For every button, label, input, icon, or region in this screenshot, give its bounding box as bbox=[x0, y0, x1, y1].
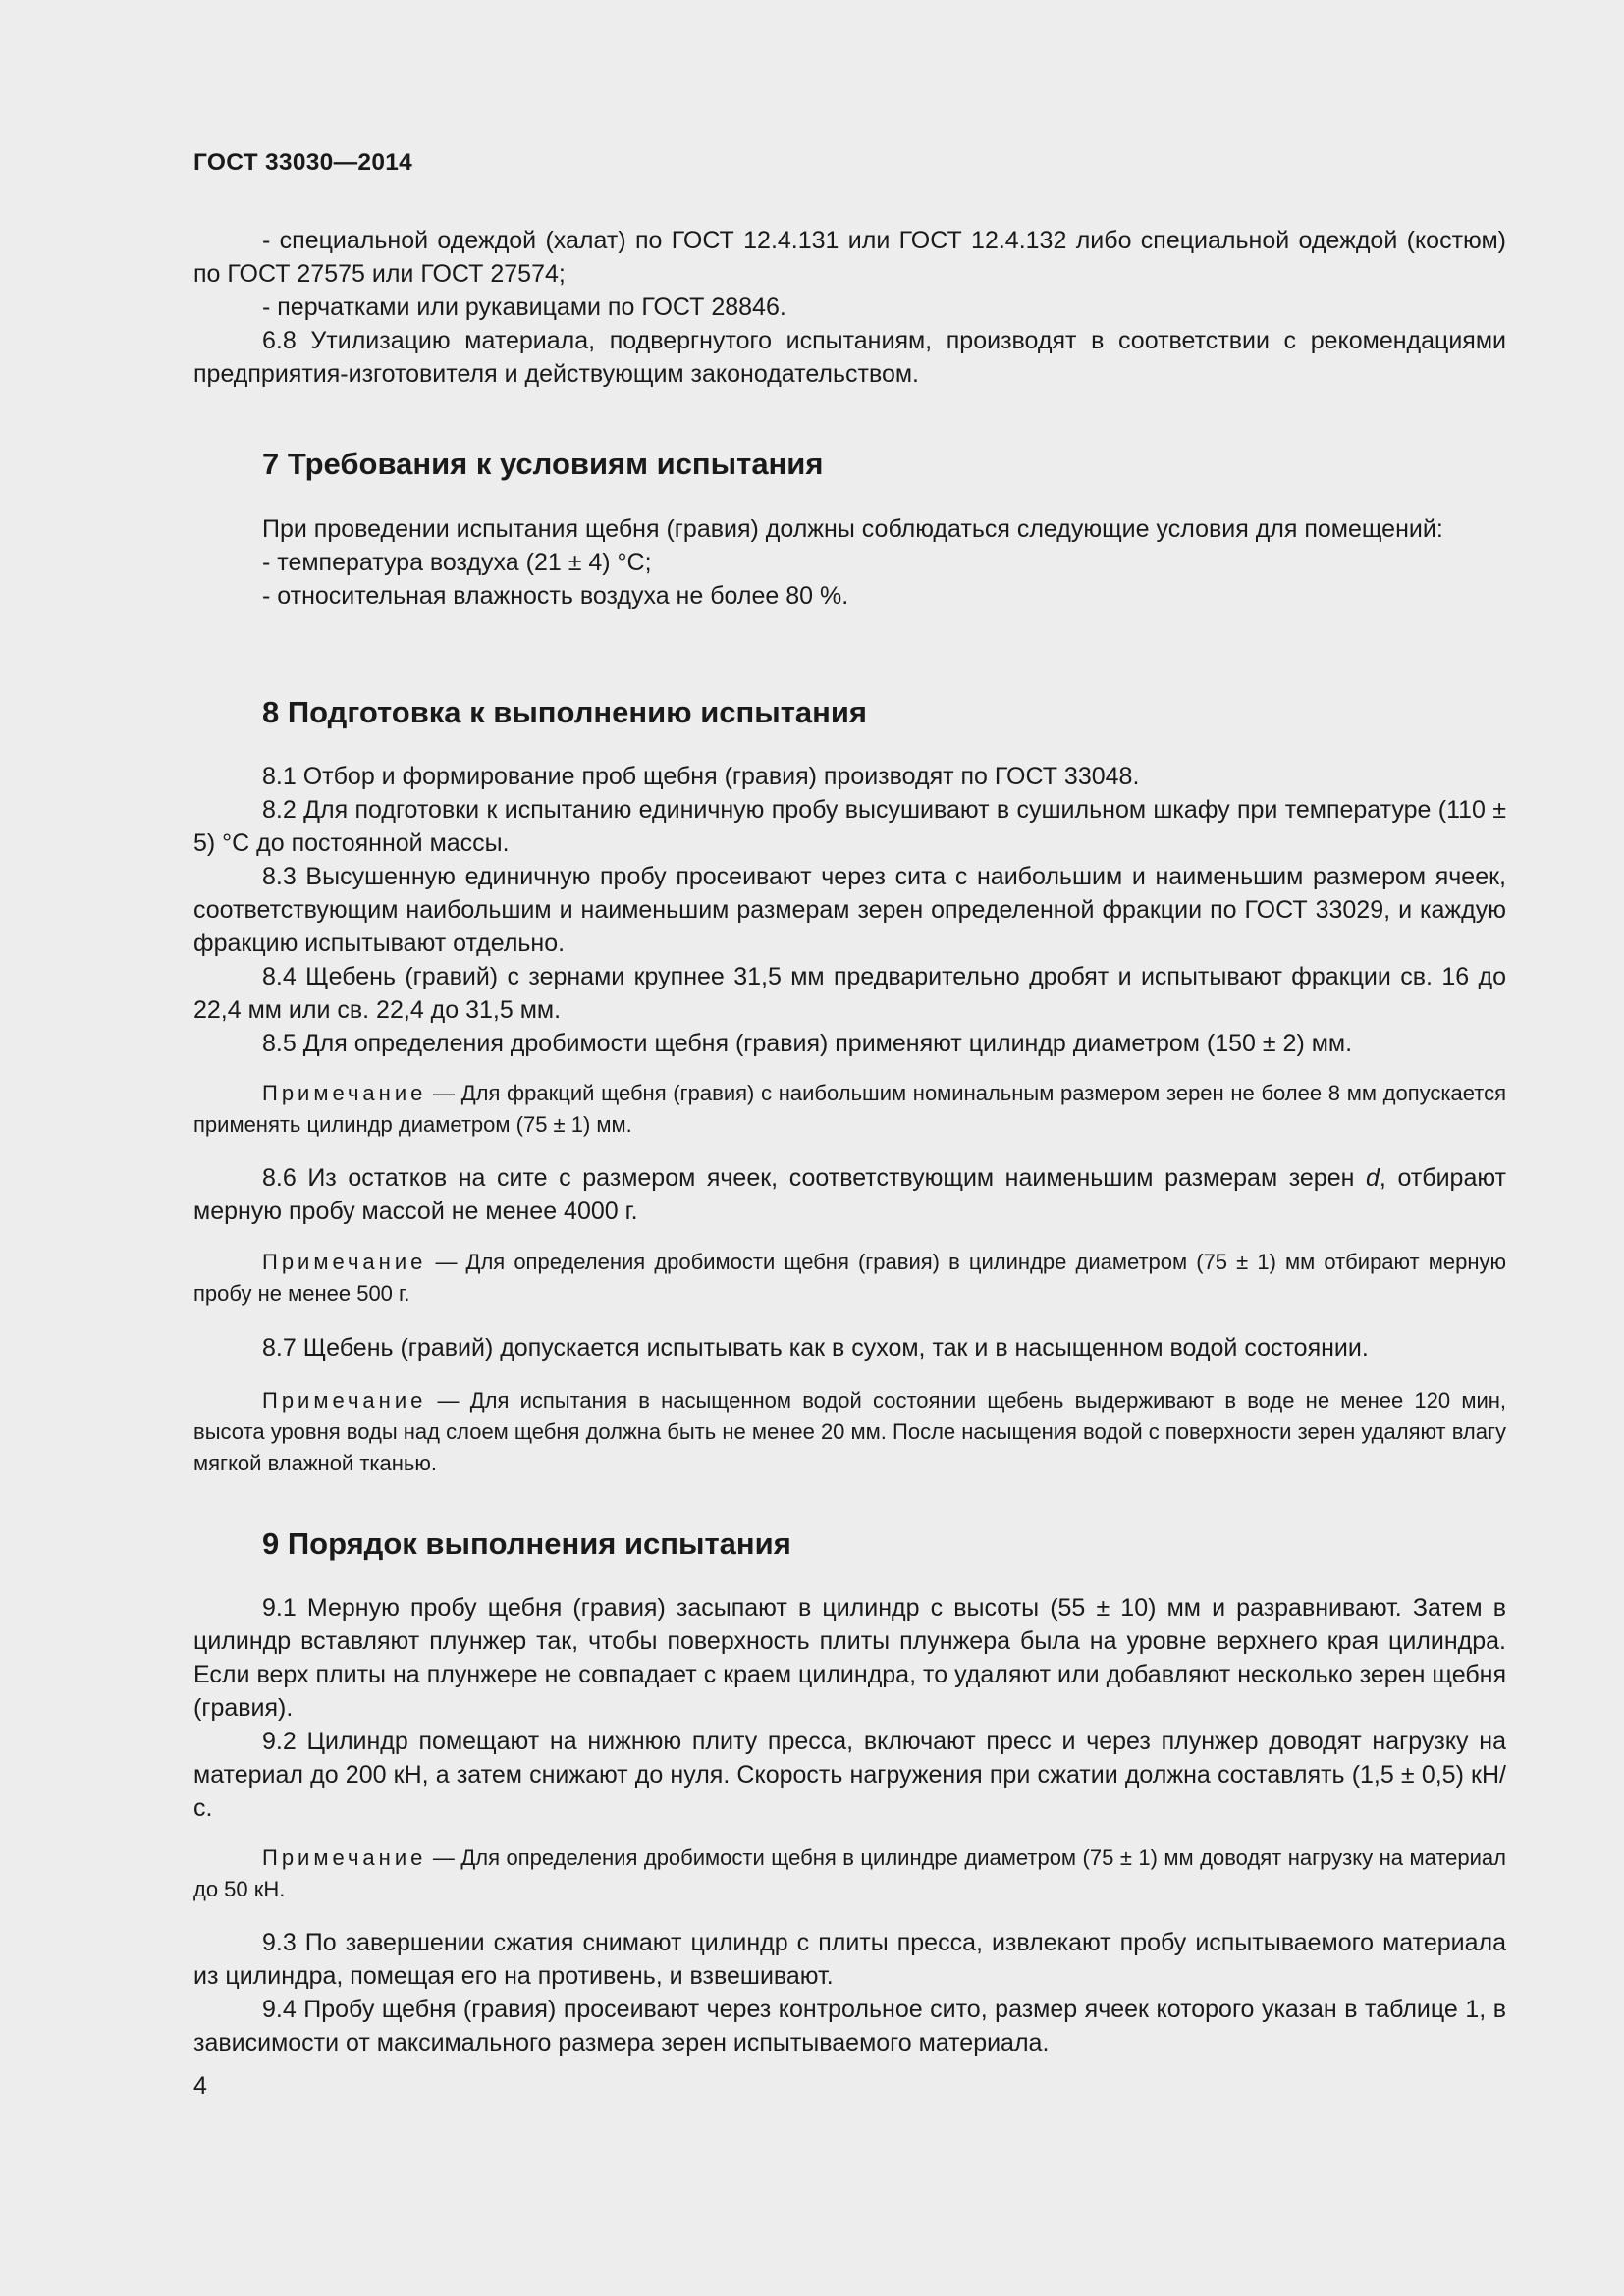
paragraph-8-6: 8.6 Из остатков на сите с размером ячеек, соответствующим наименьшим размерам зерен d, отбирают мерную пробу массой не менее 4000 г. bbox=[193, 1164, 1506, 1225]
paragraph-9-1: 9.1 Мерную пробу щебня (гравия) засыпают в цилиндр с высоты (55 ± 10) мм и разравнивают. Затем в цилиндр вставляют плунжер так, чтобы поверхность плиты плунжера была на уровне верхнего края цилиндра. Если верх плиты на плунжере не совпадает с краем цилиндра, то удаляют или добавляют несколько зерен щебня (гравия). bbox=[193, 1594, 1506, 1722]
note-9-2-block bbox=[193, 1842, 1506, 1905]
note-label: Примечание bbox=[262, 1081, 427, 1105]
note-label: Примечание bbox=[262, 1388, 427, 1413]
note-label: Примечание bbox=[262, 1845, 427, 1870]
note-9-2: Примечание — Для определения дробимости щебня в цилиндре диаметром (75 ± 1) мм доводят нагрузку на материал до 50 кН. bbox=[193, 1845, 1506, 1901]
paragraph-8-2: 8.2 Для подготовки к испытанию единичную пробу высушивают в сушильном шкафу при температуре (110 ± 5) °С до постоянной массы. bbox=[193, 796, 1506, 857]
section-8-body-b bbox=[193, 1161, 1506, 1228]
section-9-body-b bbox=[193, 1926, 1506, 2059]
section-7-title: 7 Требования к условиям испытания bbox=[262, 447, 824, 481]
list-item-temperature: - температура воздуха (21 ± 4) °С; bbox=[262, 549, 652, 576]
paragraph-9-2: 9.2 Цилиндр помещают на нижнюю плиту пресса, включают пресс и через плунжер доводят нагрузку на материал до 200 кН, а затем снижают до нуля. Скорость нагружения при сжатии должна составлять (1,5 ± 0,5) кН/с. bbox=[193, 1728, 1506, 1822]
note-8-7: Примечание — Для испытания в насыщенном водой состоянии щебень выдерживают в воде не менее 120 мин, высота уровня воды над слоем щебня должна быть не менее 20 мм. После насыщения водой с поверхности зерен удаляют влагу мягкой влажной тканью. bbox=[193, 1388, 1506, 1475]
section-8-body-a bbox=[193, 760, 1506, 1060]
section-6-continuation bbox=[193, 224, 1506, 391]
section-9-body-a bbox=[193, 1591, 1506, 1825]
note-8-5: Примечание — Для фракций щебня (гравия) с наибольшим номинальным размером зерен не более 8 мм допускается применять цилиндр диаметром (75 ± 1) мм. bbox=[193, 1081, 1506, 1137]
page-number: 4 bbox=[193, 2072, 207, 2100]
paragraph-9-3: 9.3 По завершении сжатия снимают цилиндр с плиты пресса, извлекают пробу испытываемого материала из цилиндра, помещая его на противень, и взвешивают. bbox=[193, 1929, 1506, 1990]
paragraph-8-1: 8.1 Отбор и формирование проб щебня (гравия) производят по ГОСТ 33048. bbox=[262, 763, 1140, 790]
section-7-body bbox=[193, 512, 1506, 613]
section-8-title: 8 Подготовка к выполнению испытания bbox=[262, 695, 868, 729]
list-item-humidity: - относительная влажность воздуха не более 80 %. bbox=[262, 582, 849, 610]
section-8-body-c bbox=[193, 1331, 1506, 1364]
section-7-intro: При проведении испытания щебня (гравия) должны соблюдаться следующие условия для помещений: bbox=[262, 515, 1443, 543]
list-item-gloves: - перчатками или рукавицами по ГОСТ 28846. bbox=[262, 294, 786, 321]
section-7 bbox=[193, 445, 1506, 484]
paragraph-9-4: 9.4 Пробу щебня (гравия) просеивают через контрольное сито, размер ячеек которого указан в таблице 1, в зависимости от максимального размера зерен испытываемого материала. bbox=[193, 1996, 1506, 2056]
section-9 bbox=[193, 1524, 1506, 1564]
paragraph-8-4: 8.4 Щебень (гравий) с зернами крупнее 31,5 мм предварительно дробят и испытывают фракции св. 16 до 22,4 мм или св. 22,4 до 31,5 мм. bbox=[193, 963, 1506, 1024]
note-8-5-block bbox=[193, 1078, 1506, 1141]
note-8-6-block bbox=[193, 1247, 1506, 1309]
paragraph-8-7: 8.7 Щебень (гравий) допускается испытывать как в сухом, так и в насыщенном водой состоянии. bbox=[262, 1334, 1369, 1362]
paragraph-8-3: 8.3 Высушенную единичную пробу просеивают через сита с наибольшим и наименьшим размером ячеек, соответствующим наибольшим и наименьшим размерам зерен определенной фракции по ГОСТ 33029, и каждую фракцию испытывают отдельно. bbox=[193, 863, 1506, 957]
document-code-header: ГОСТ 33030—2014 bbox=[193, 149, 413, 176]
note-label: Примечание bbox=[262, 1250, 427, 1274]
section-9-title: 9 Порядок выполнения испытания bbox=[262, 1526, 791, 1561]
note-8-7-block bbox=[193, 1385, 1506, 1479]
paragraph-6-8: 6.8 Утилизацию материала, подвергнутого испытаниям, производят в соответствии с рекомендациями предприятия-изготовителя и действующим законодательством. bbox=[193, 327, 1506, 388]
note-8-6: Примечание — Для определения дробимости щебня (гравия) в цилиндре диаметром (75 ± 1) мм отбирают мерную пробу не менее 500 г. bbox=[193, 1250, 1506, 1306]
paragraph-8-5: 8.5 Для определения дробимости щебня (гравия) применяют цилиндр диаметром (150 ± 2) мм. bbox=[262, 1030, 1353, 1057]
section-8 bbox=[193, 693, 1506, 732]
list-item-clothing: - специальной одеждой (халат) по ГОСТ 12.4.131 или ГОСТ 12.4.132 либо специальной одеждой (костюм) по ГОСТ 27575 или ГОСТ 27574; bbox=[193, 227, 1506, 288]
